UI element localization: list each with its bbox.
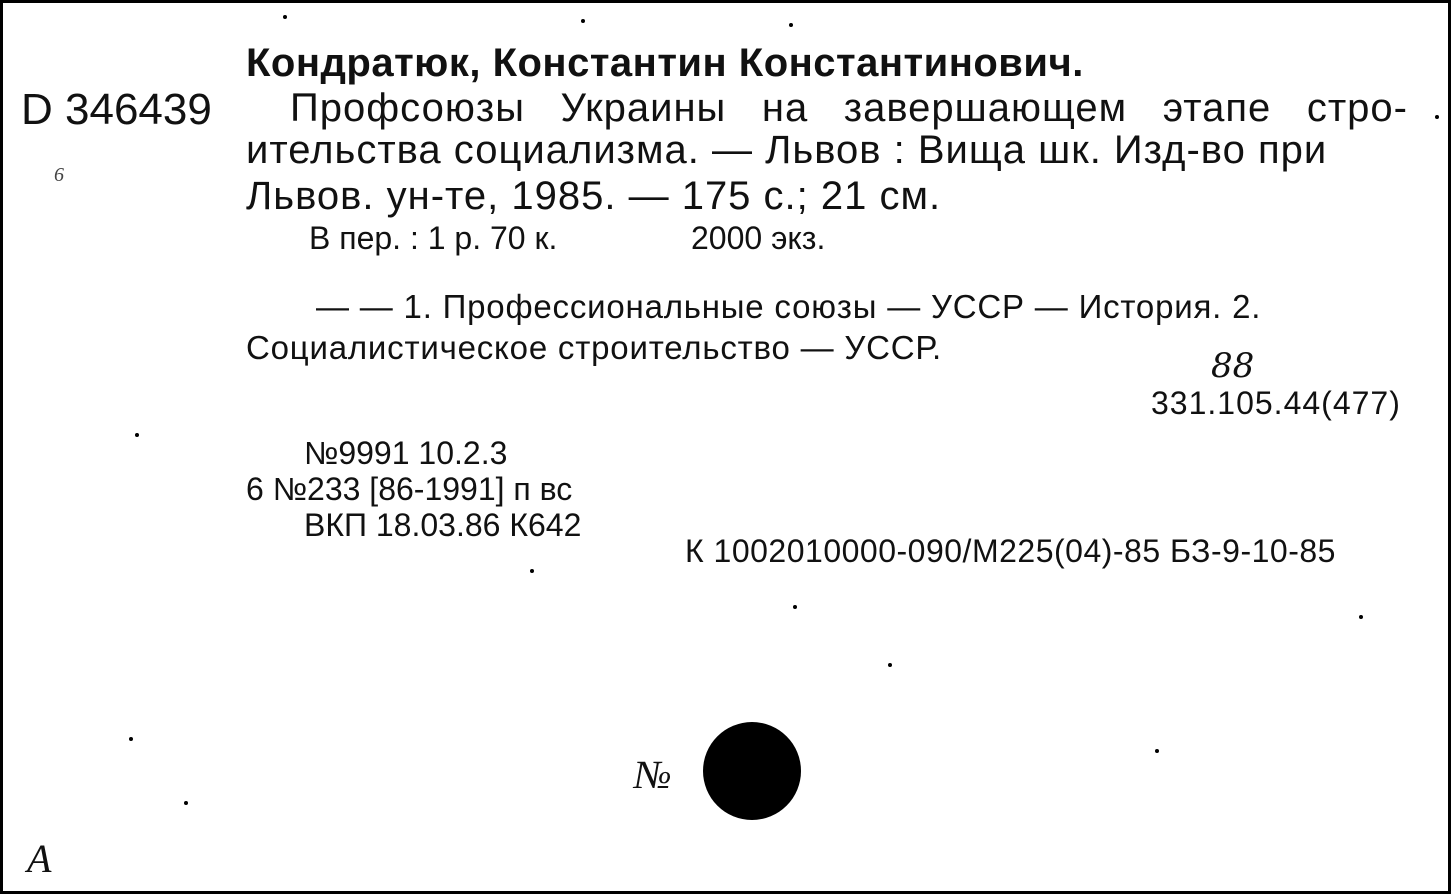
speck [184,801,188,805]
speck [530,569,534,573]
udc-code: 331.105.44(477) [1151,385,1401,421]
price: В пер. : 1 р. 70 к. [309,220,558,256]
handwritten-mark-corner: А [27,836,52,881]
note-line-2: 6 №233 [86-1991] п вс [246,471,573,507]
subjects-line-1: — — 1. Профессиональные союзы — УССР — История. 2. [316,288,1262,325]
copies: 2000 экз. [691,220,826,256]
speck [129,737,133,741]
speck [1359,615,1363,619]
speck [793,605,797,609]
title-line-3: Львов. ун-те, 1985. — 175 с.; 21 см. [246,174,942,218]
handwritten-mark-left: 6 [54,164,64,186]
speck [1435,115,1439,119]
speck [581,19,585,23]
k-code: К 1002010000-090/М225(04)-85 БЗ-9-10-85 [685,533,1336,569]
handwritten-88: 88 [1211,346,1255,386]
punch-hole [703,722,801,820]
speck [888,663,892,667]
subjects-line-2: Социалистическое строительство — УССР. [246,329,942,366]
speck [283,15,287,19]
speck [135,433,139,437]
author-name: Кондратюк, Константин Константинович. [246,41,1084,85]
title-line-1: Профсоюзы Украины на завершающем этапе стро- [290,86,1408,130]
note-line-3: ВКП 18.03.86 К642 [304,507,582,543]
note-line-1: №9991 10.2.3 [304,435,508,471]
title-line-2: ительства социализма. — Львов : Вища шк. Изд-во при [246,128,1328,172]
call-number: D 346439 [21,85,212,134]
speck [789,23,793,27]
speck [1155,749,1159,753]
handwritten-mark-bottom: № [634,752,672,797]
